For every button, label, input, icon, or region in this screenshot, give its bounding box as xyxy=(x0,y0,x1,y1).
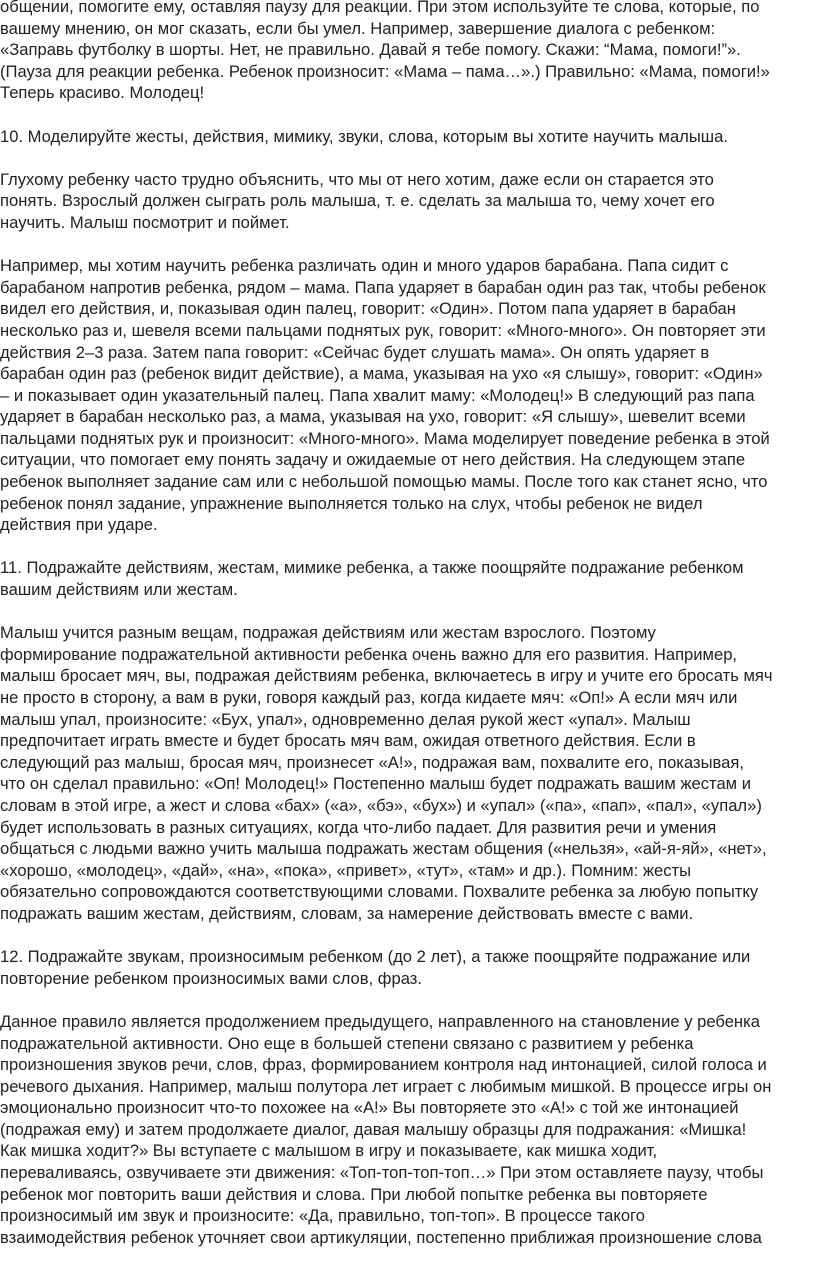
text-line: предпочитает играть вместе и будет бросать мяч вам, ожидая ответного действия. Если в xyxy=(0,731,696,751)
text-line: речевого дыхания. Например, малыш полутора лет играет с любимым мишкой. В процессе игры он xyxy=(0,1076,772,1096)
text-line: действия при ударе. xyxy=(0,515,158,535)
text-line: будет использовать в разных ситуациях, когда что-либо падает. Для развития речи и умения xyxy=(0,817,717,837)
text-line: общаться с людьми важно учить малыша подражать жестам общения («нельзя», «ай-я-яй», «нет», xyxy=(0,839,767,859)
text-line: 10. Моделируйте жесты, действия, мимику, звуки, слова, которым вы хотите научить малыша. xyxy=(0,126,728,146)
text-line: словам в этой игре, а жест и слова «бах» («а», «бэ», «бух») и «упал» («па», «пап», «пал», «упал») xyxy=(0,795,762,815)
text-line: «хорошо, «молодец», «дай», «на», «пока», «привет», «тут», «там» и др.). Помним: жесты xyxy=(0,860,692,880)
paragraph xyxy=(0,622,812,924)
paragraph xyxy=(0,1011,812,1249)
text-line: (Пауза для реакции ребенка. Ребенок произносит: «Мама – пама…».) Правильно: «Мама, помоги!» xyxy=(0,61,770,81)
text-line: формирование подражательной активности ребенка очень важно для его развития. Например, xyxy=(0,644,738,664)
paragraph-gap xyxy=(0,147,812,169)
text-line: переваливаясь, озвучиваете эти движения: «Топ-топ-топ-топ…» При этом оставляете паузу, чтобы xyxy=(0,1163,764,1183)
text-line: ребенок мог повторить ваши действия и слова. При любой попытке ребенка вы повторяете xyxy=(0,1184,708,1204)
text-line: видел его действия, и, показывая один палец, говорит: «Один». Потом папа ударяет в барабан xyxy=(0,299,736,319)
text-line: подражать вашим жестам, действиям, словам, за намерение действовать вместе с вами. xyxy=(0,903,694,923)
text-line: произношения звуков речи, слов, фраз, формированием контроля над интонацией, силой голоса и xyxy=(0,1055,767,1075)
text-line: Как мишка ходит?» Вы вступаете с малышом в игру и показываете, как мишка ходит, xyxy=(0,1141,658,1161)
paragraph xyxy=(0,0,812,104)
text-line: не просто в сторону, а вам в руки, говоря каждый раз, когда кидаете мяч: «Оп!» А если мяч или xyxy=(0,688,738,707)
text-line: понять. Взрослый должен сыграть роль малыша, т. е. сделать за малыша то, чему хочет его xyxy=(0,191,715,211)
text-line: эмоционально произносит что-то похожее на «А!» Вы повторяете это «А!» с той же интонацией xyxy=(0,1098,739,1118)
text-line: Малыш учится разным вещам, подражая действиям или жестам взрослого. Поэтому xyxy=(0,623,656,643)
text-line: несколько раз и, шевеля всеми пальцами поднятых рук, говорит: «Много-много». Он повторяет эти xyxy=(0,320,766,340)
text-line: взаимодействия ребенок уточняет свои артикуляции, постепенно приближая произношение слова xyxy=(0,1227,762,1247)
text-line: произносимый им звук и произносите: «Да, правильно, топ-топ». В процессе такого xyxy=(0,1206,645,1226)
text-line: барабаном напротив ребенка, рядом – мама. Папа ударяет в барабан один раз так, чтобы ребенок xyxy=(0,277,766,297)
text-line: ребенок выполняет задание сам или с небольшой помощью мамы. После того как станет ясно, что xyxy=(0,472,768,492)
text-line: что он сделал правильно: «Оп! Молодец!» Постепенно малыш будет подражать вашим жестам и xyxy=(0,774,751,794)
text-line: Данное правило является продолжением предыдущего, направленного на становление у ребенка xyxy=(0,1011,760,1031)
paragraph xyxy=(0,557,812,600)
text-line: малыш упал, произносите: «Бух, упал», одновременно делая рукой жест «упал». Малыш xyxy=(0,709,691,729)
text-line: барабан один раз (ребенок видит действие), а мама, указывая на ухо «я слышу», говорит: «Один» xyxy=(0,364,763,384)
paragraph xyxy=(0,126,812,148)
text-line: 12. Подражайте звукам, произносимым ребенком (до 2 лет), а также поощряйте подражание или xyxy=(0,947,751,967)
text-line: вашим действиям или жестам. xyxy=(0,580,238,600)
text-line: общении, помогите ему, оставляя паузу для реакции. При этом используйте те слова, которые, по xyxy=(0,0,760,16)
paragraph-gap xyxy=(0,925,812,947)
text-line: обязательно сопровождаются соответствующими словами. Похвалите ребенка за любую попытку xyxy=(0,882,759,902)
text-line: повторение ребенком произносимых вами слов, фраз. xyxy=(0,968,422,988)
paragraph xyxy=(0,946,812,989)
paragraph-gap xyxy=(0,989,812,1011)
text-line: Например, мы хотим научить ребенка различать один и много ударов барабана. Папа сидит с xyxy=(0,256,729,276)
paragraph-gap xyxy=(0,601,812,623)
text-line: следующий раз малыш, бросая мяч, произнесет «А!», подражая вам, похвалите его, показывая, xyxy=(0,752,744,772)
text-line: научить. Малыш посмотрит и поймет. xyxy=(0,212,290,232)
text-line: подражательной активности. Оно еще в большей степени связано с развитием у ребенка xyxy=(0,1033,694,1053)
text-line: «Заправь футболку в шорты. Нет, не правильно. Давай я тебе помогу. Скажи: “Мама, помоги!”». xyxy=(0,40,741,60)
paragraph xyxy=(0,255,812,536)
paragraph-gap xyxy=(0,234,812,256)
text-line: ребенок понял задание, упражнение выполняется только на слух, чтобы ребенок не видел xyxy=(0,493,703,513)
text-line: вашему мнению, он мог сказать, если бы умел. Например, завершение диалога с ребенком: xyxy=(0,18,716,38)
text-line: ударяет в барабан несколько раз, а мама, указывая на ухо, говорит: «Я слышу», шевелит всеми xyxy=(0,407,746,427)
text-line: (подражая ему) и затем продолжаете диалог, давая малышу образцы для подражания: «Мишка! xyxy=(0,1119,747,1139)
paragraph-gap xyxy=(0,536,812,558)
text-line: Теперь красиво. Молодец! xyxy=(0,83,205,103)
text-line: 11. Подражайте действиям, жестам, мимике ребенка, а также поощряйте подражание ребенком xyxy=(0,558,744,578)
text-line: малыш бросает мяч, вы, подражая действиям ребенка, включаетесь в игру и учите его бросать мяч xyxy=(0,666,773,686)
text-line: – и показывает один указательный палец. Папа хвалит маму: «Молодец!» В следующий раз папа xyxy=(0,385,755,405)
paragraph-gap xyxy=(0,104,812,126)
text-line: пальцами поднятых рук и произносит: «Много-много». Мама моделирует поведение ребенка в этой xyxy=(0,428,770,448)
text-line: действия 2–3 раза. Затем папа говорит: «Сейчас будет слушать мама». Он опять ударяет в xyxy=(0,342,710,362)
text-line: Глухому ребенку часто трудно объяснить, что мы от него хотим, даже если он старается это xyxy=(0,169,714,189)
text-line: ситуации, что помогает ему понять задачу и ожидаемые от него действия. На следующем этапе xyxy=(0,450,746,470)
paragraph xyxy=(0,169,812,234)
